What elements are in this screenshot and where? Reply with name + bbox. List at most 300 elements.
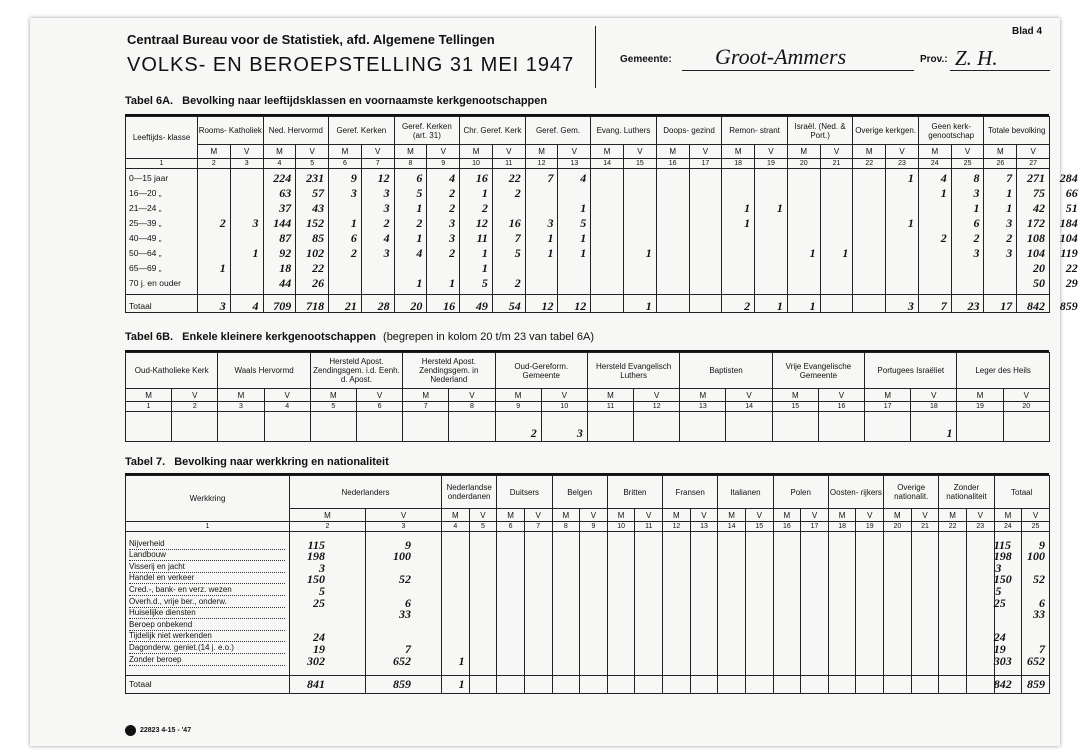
spacer-cell <box>366 667 442 675</box>
occupation-label: Nijverheid <box>129 539 285 550</box>
population-total: 12 <box>574 299 587 313</box>
data-cell <box>580 563 608 575</box>
data-cell <box>820 214 853 229</box>
spacer-cell <box>718 667 746 675</box>
population-value: 5 <box>580 216 587 230</box>
dutch-male-count: 3 <box>319 560 325 575</box>
spacer-cell <box>911 667 939 675</box>
data-cell <box>911 655 939 667</box>
spacer-cell <box>663 667 691 675</box>
data-cell <box>787 259 820 274</box>
total-cell <box>773 675 801 693</box>
spacer-cell <box>1022 667 1050 675</box>
data-cell <box>469 655 497 667</box>
data-cell <box>884 597 912 609</box>
data-cell <box>469 574 497 586</box>
total-male-count: 19 <box>993 641 1006 656</box>
spacer-cell <box>580 667 608 675</box>
data-cell <box>525 274 558 289</box>
total-male-count: 25 <box>993 595 1006 610</box>
data-cell <box>718 609 746 621</box>
data-cell <box>773 655 801 667</box>
male-header: M <box>218 389 264 402</box>
data-cell <box>828 563 856 575</box>
population-value: 108 <box>1026 231 1045 245</box>
column-number: 8 <box>449 402 495 412</box>
dutch-male-total: 841 <box>307 676 325 691</box>
spacer-cell <box>552 667 580 675</box>
small-church-header: Leger des Heils <box>957 353 1049 389</box>
data-cell <box>524 621 552 633</box>
population-total: 1 <box>809 299 816 313</box>
population-value: 1 <box>645 246 652 260</box>
column-number: 13 <box>558 159 591 169</box>
data-cell <box>773 574 801 586</box>
data-cell <box>951 259 984 274</box>
column-number: 1 <box>126 402 172 412</box>
data-cell <box>886 199 919 214</box>
population-total: 21 <box>344 299 357 313</box>
data-cell <box>469 540 497 552</box>
data-cell <box>624 274 657 289</box>
church-group-header: Chr. Geref. Kerk <box>460 117 526 145</box>
occupation-label: Visserij en jacht <box>129 562 285 573</box>
data-cell <box>607 632 635 644</box>
total-cell <box>591 295 624 313</box>
data-cell <box>773 597 801 609</box>
data-cell <box>591 244 624 259</box>
data-cell <box>853 184 886 199</box>
table6b-caption: Enkele kleinere kerkgenootschappen <box>182 331 376 343</box>
data-cell <box>635 586 663 598</box>
data-cell <box>820 199 853 214</box>
column-number: 20 <box>884 522 912 532</box>
female-header: V <box>558 145 591 159</box>
data-cell <box>820 184 853 199</box>
column-number: 15 <box>772 402 818 412</box>
dutch-male-count: 302 <box>307 653 325 668</box>
data-cell <box>755 229 788 244</box>
nationality-header: Duitsers <box>497 476 552 509</box>
column-number: 6 <box>329 159 362 169</box>
data-cell <box>856 655 884 667</box>
data-cell <box>718 540 746 552</box>
data-cell <box>310 412 356 426</box>
data-cell <box>635 563 663 575</box>
column-number: 5 <box>469 522 497 532</box>
data-cell <box>966 574 994 586</box>
data-cell <box>1022 621 1050 633</box>
data-cell <box>853 214 886 229</box>
data-cell <box>856 621 884 633</box>
column-number: 21 <box>820 159 853 169</box>
male-header: M <box>525 145 558 159</box>
data-cell <box>801 597 829 609</box>
occupation-label: Landbouw <box>129 550 285 561</box>
data-cell <box>591 214 624 229</box>
data-cell <box>230 229 263 244</box>
data-cell <box>886 229 919 244</box>
total-cell <box>856 675 884 693</box>
small-church-value <box>403 426 449 442</box>
data-cell <box>722 184 755 199</box>
data-cell <box>635 574 663 586</box>
column-number: 6 <box>356 402 402 412</box>
table6a-number: Tabel 6A. <box>125 95 174 107</box>
data-cell <box>469 551 497 563</box>
female-header: V <box>296 145 329 159</box>
nationality-header: Totaal <box>994 476 1049 509</box>
column-number: 21 <box>911 522 939 532</box>
data-cell <box>939 632 967 644</box>
population-value: 1 <box>1006 186 1013 200</box>
male-header: M <box>957 389 1003 402</box>
total-cell <box>828 675 856 693</box>
data-cell <box>552 540 580 552</box>
data-cell <box>828 609 856 621</box>
data-cell <box>524 609 552 621</box>
data-cell <box>469 632 497 644</box>
total-female-count: 7 <box>1038 641 1045 656</box>
population-value: 11 <box>476 231 488 245</box>
grid-row <box>126 426 1050 442</box>
column-number: 20 <box>1003 402 1049 412</box>
population-value: 2 <box>219 216 226 230</box>
data-cell <box>689 229 722 244</box>
data-cell <box>663 574 691 586</box>
church-group-header: Geref. Gem. <box>525 117 591 145</box>
dutch-male-count: 24 <box>313 630 325 645</box>
data-cell <box>442 551 470 563</box>
church-group-header: Doops- gezind <box>656 117 722 145</box>
data-cell <box>580 621 608 633</box>
data-cell <box>853 274 886 289</box>
data-cell <box>580 632 608 644</box>
male-header: M <box>198 145 231 159</box>
spacer-cell <box>607 667 635 675</box>
data-cell <box>558 274 591 289</box>
data-cell <box>690 563 718 575</box>
data-cell <box>856 551 884 563</box>
spacer-cell <box>939 532 967 540</box>
data-cell <box>773 551 801 563</box>
male-header: M <box>587 389 633 402</box>
data-cell <box>680 412 726 426</box>
data-cell <box>497 551 525 563</box>
male-header: M <box>126 389 172 402</box>
church-group-header: Ned. Hervormd <box>263 117 329 145</box>
column-number: 10 <box>460 159 493 169</box>
population-total: 4 <box>252 299 259 313</box>
dutch-female-count: 9 <box>405 537 411 552</box>
dutch-male-count: 198 <box>307 549 325 564</box>
data-cell <box>918 199 951 214</box>
data-cell <box>755 169 788 184</box>
population-value: 4 <box>940 171 947 185</box>
data-cell <box>591 259 624 274</box>
data-cell <box>656 214 689 229</box>
population-value: 1 <box>776 201 783 215</box>
column-number: 7 <box>524 522 552 532</box>
dutch-male-count: 5 <box>319 583 325 598</box>
population-value: 3 <box>252 216 259 230</box>
data-cell <box>884 574 912 586</box>
data-cell <box>497 655 525 667</box>
spacer-cell <box>801 532 829 540</box>
data-cell <box>722 244 755 259</box>
population-value: 12 <box>377 171 390 185</box>
population-value: 3 <box>973 246 980 260</box>
data-cell <box>198 274 231 289</box>
nationality-header: Fransen <box>663 476 718 509</box>
data-cell <box>663 551 691 563</box>
data-cell <box>984 274 1017 289</box>
column-number: 16 <box>773 522 801 532</box>
spacer-cell <box>469 532 497 540</box>
sheet-number: Blad 4 <box>1012 26 1043 37</box>
grid-row <box>126 412 1050 426</box>
data-cell <box>690 609 718 621</box>
population-value: 2 <box>383 216 390 230</box>
data-cell <box>497 621 525 633</box>
female-header: V <box>541 389 587 402</box>
occupation-label: Handel en verkeer <box>129 573 285 584</box>
data-cell <box>663 621 691 633</box>
occupation-label: Dagonderw. geniet.(14 j. e.o.) <box>129 643 285 654</box>
population-value: 1 <box>416 276 423 290</box>
total-female-count: 6 <box>1038 595 1045 610</box>
data-cell <box>689 184 722 199</box>
population-value: 144 <box>273 216 292 230</box>
male-header: M <box>394 145 427 159</box>
data-cell <box>911 632 939 644</box>
data-cell <box>911 551 939 563</box>
data-cell <box>773 540 801 552</box>
data-cell <box>624 184 657 199</box>
total-cell <box>745 675 773 693</box>
grid-row <box>126 159 1050 169</box>
data-cell <box>755 274 788 289</box>
data-cell <box>524 563 552 575</box>
grid-row <box>126 402 1050 412</box>
small-church-value: 3 <box>541 426 587 442</box>
data-cell <box>552 597 580 609</box>
data-cell <box>886 259 919 274</box>
data-cell <box>911 609 939 621</box>
data-cell <box>939 540 967 552</box>
population-value: 4 <box>580 171 587 185</box>
column-number: 17 <box>689 159 722 169</box>
dutch-male-count: 115 <box>307 537 325 552</box>
population-value: 4 <box>449 171 456 185</box>
data-cell <box>524 540 552 552</box>
male-header: M <box>828 509 856 522</box>
occupation-label: Tijdelijk niet werkenden <box>129 631 285 642</box>
data-cell <box>966 551 994 563</box>
data-cell <box>918 259 951 274</box>
data-cell <box>635 551 663 563</box>
data-cell <box>939 586 967 598</box>
spacer-cell <box>663 532 691 540</box>
data-cell <box>656 199 689 214</box>
population-value: 26 <box>312 276 325 290</box>
female-header: V <box>966 509 994 522</box>
data-cell <box>587 412 633 426</box>
population-value: 184 <box>1059 216 1078 230</box>
data-cell <box>801 655 829 667</box>
female-header: V <box>726 389 772 402</box>
total-cell <box>820 295 853 313</box>
female-header: V <box>469 509 497 522</box>
data-cell <box>218 412 264 426</box>
data-cell <box>939 563 967 575</box>
population-value: 50 <box>1032 276 1045 290</box>
population-value: 5 <box>416 186 423 200</box>
column-number: 6 <box>497 522 525 532</box>
data-cell <box>442 586 470 598</box>
data-cell <box>718 551 746 563</box>
population-total: 3 <box>907 299 914 313</box>
nationality-header: Overige nationalit. <box>884 476 939 509</box>
census-form-sheet <box>30 18 1078 746</box>
data-cell <box>580 540 608 552</box>
data-cell <box>853 169 886 184</box>
column-number: 3 <box>366 522 442 532</box>
data-cell <box>722 229 755 244</box>
column-number: 5 <box>310 402 356 412</box>
grid-row <box>126 389 1050 402</box>
population-value: 3 <box>1006 216 1013 230</box>
population-value: 22 <box>312 261 325 275</box>
data-cell <box>198 169 231 184</box>
data-cell <box>656 244 689 259</box>
data-cell <box>966 621 994 633</box>
data-cell <box>690 597 718 609</box>
data-cell <box>856 644 884 656</box>
population-value: 2 <box>514 276 521 290</box>
data-cell <box>552 609 580 621</box>
data-cell <box>745 632 773 644</box>
data-cell <box>773 621 801 633</box>
total-cell <box>690 675 718 693</box>
data-cell <box>607 574 635 586</box>
data-cell <box>607 540 635 552</box>
total-male-count: 150 <box>993 572 1012 587</box>
male-header: M <box>497 509 525 522</box>
total-cell <box>580 675 608 693</box>
data-cell <box>745 621 773 633</box>
data-cell <box>635 621 663 633</box>
data-cell <box>856 609 884 621</box>
data-cell <box>718 644 746 656</box>
spacer-cell <box>966 532 994 540</box>
data-cell <box>525 199 558 214</box>
grand-total-female: 859 <box>1026 676 1045 691</box>
population-value: 6 <box>416 171 423 185</box>
data-cell <box>663 597 691 609</box>
data-cell <box>801 551 829 563</box>
spacer-cell <box>635 532 663 540</box>
data-cell <box>356 412 402 426</box>
total-female-count: 652 <box>1026 653 1045 668</box>
data-cell <box>558 259 591 274</box>
spacer-cell <box>290 667 366 675</box>
data-cell <box>801 609 829 621</box>
data-cell <box>773 609 801 621</box>
total-cell <box>663 675 691 693</box>
age-class-label: 65—69 „ <box>129 263 162 273</box>
population-total: 12 <box>541 299 554 313</box>
small-church-value <box>264 426 310 442</box>
column-number: 26 <box>984 159 1017 169</box>
population-value: 1 <box>580 246 587 260</box>
column-number: 16 <box>656 159 689 169</box>
data-cell <box>607 597 635 609</box>
small-church-header: Hersteld Apost. Zendingsgem. i.d. Eenh. d. Apost. <box>310 353 402 389</box>
population-value: 1 <box>907 171 914 185</box>
bureau-name: Centraal Bureau voor de Statistiek, afd. Algemene Tellingen <box>127 32 495 47</box>
church-group-header: Totale bevolking <box>984 117 1050 145</box>
column-number: 7 <box>403 402 449 412</box>
data-cell <box>722 274 755 289</box>
data-cell <box>828 597 856 609</box>
column-number: 4 <box>264 402 310 412</box>
spacer-cell <box>884 667 912 675</box>
data-cell <box>329 199 362 214</box>
population-value: 4 <box>383 231 390 245</box>
data-cell <box>492 199 525 214</box>
population-value: 1 <box>1006 201 1013 215</box>
data-cell <box>591 184 624 199</box>
data-cell <box>558 184 591 199</box>
data-cell <box>690 574 718 586</box>
male-header: M <box>329 145 362 159</box>
nationality-header: Britten <box>607 476 662 509</box>
data-cell <box>624 259 657 274</box>
male-header: M <box>772 389 818 402</box>
data-cell <box>787 184 820 199</box>
data-cell <box>820 259 853 274</box>
male-header: M <box>865 389 911 402</box>
population-total: 49 <box>475 299 488 313</box>
column-number: 18 <box>911 402 957 412</box>
column-number: 27 <box>1017 159 1050 169</box>
male-header: M <box>773 509 801 522</box>
data-cell <box>886 184 919 199</box>
population-value: 16 <box>508 216 521 230</box>
data-cell <box>580 574 608 586</box>
population-value: 3 <box>449 231 456 245</box>
data-cell <box>635 655 663 667</box>
table6a-caption: Bevolking naar leeftijdsklassen en voornaamste kerkgenootschappen <box>182 95 548 107</box>
data-cell <box>690 551 718 563</box>
female-header: V <box>755 145 788 159</box>
population-total: 1 <box>776 299 783 313</box>
small-church-value <box>126 426 172 442</box>
data-cell <box>230 169 263 184</box>
data-cell <box>524 597 552 609</box>
data-cell <box>773 632 801 644</box>
data-cell <box>552 621 580 633</box>
population-value: 1 <box>219 261 226 275</box>
data-cell <box>856 574 884 586</box>
female-header: V <box>361 145 394 159</box>
data-cell <box>755 244 788 259</box>
data-cell <box>939 609 967 621</box>
data-cell <box>607 586 635 598</box>
population-value: 7 <box>1006 171 1013 185</box>
female-header: V <box>911 509 939 522</box>
